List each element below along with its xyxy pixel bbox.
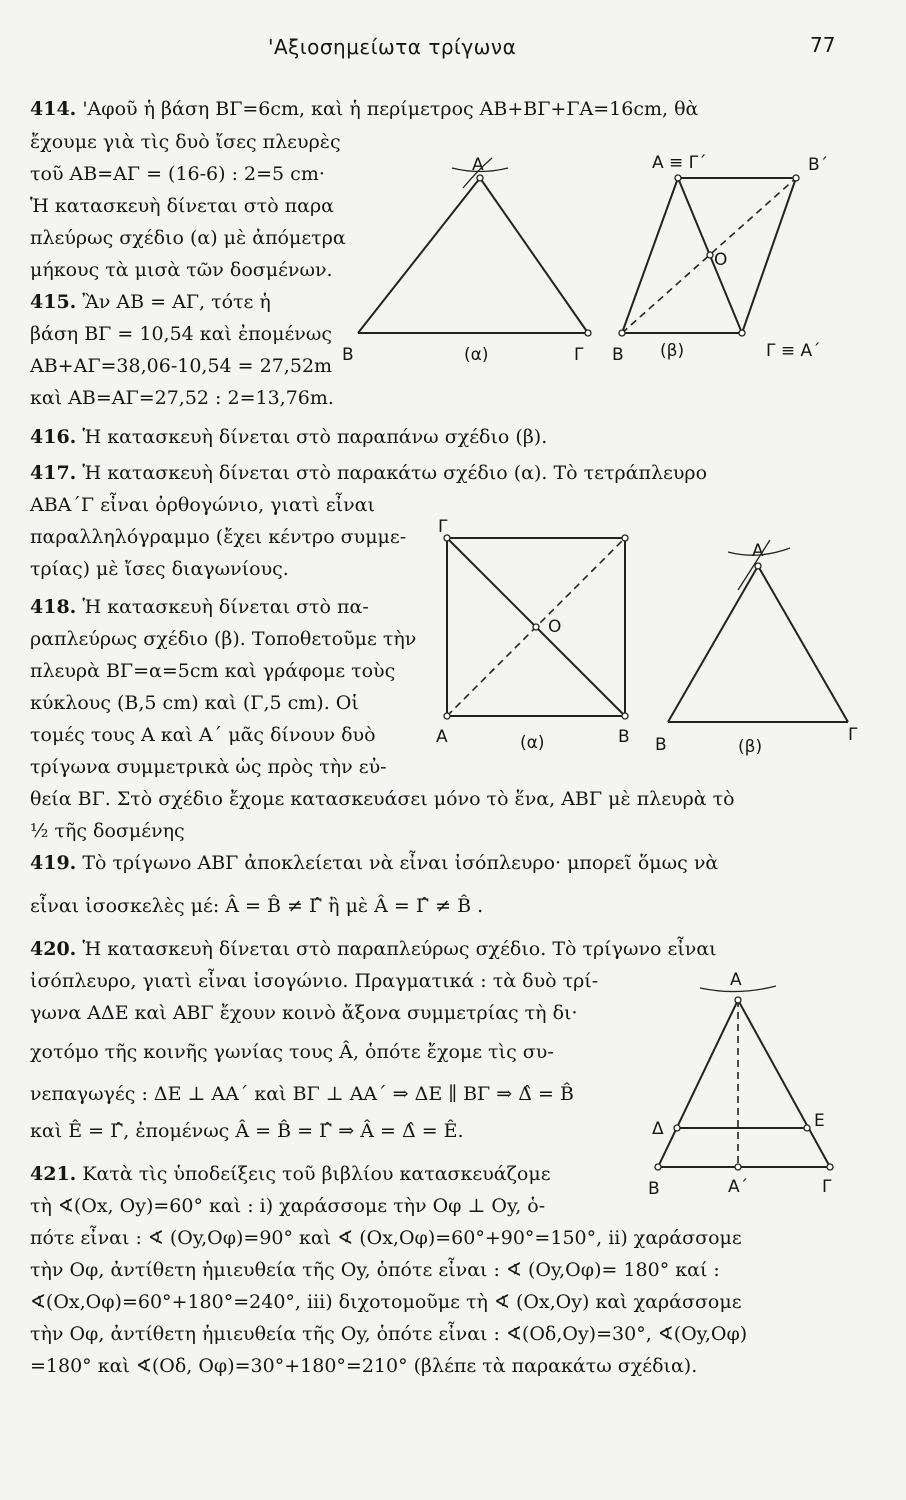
exercise-419-number: 419. — [30, 852, 77, 874]
vertex-a-prime — [735, 1164, 741, 1170]
label-g: Γ — [822, 1177, 832, 1197]
figure-418-triangle — [655, 540, 858, 757]
vertex-b — [622, 713, 628, 719]
exercise-416-text: Ἡ κατασκευὴ δίνεται στὸ παραπάνω σχέδιο (β). — [82, 426, 548, 448]
label-a-prime: Α΄ — [728, 1177, 749, 1197]
label-o: Ο — [548, 617, 562, 637]
side-ab — [658, 1000, 738, 1167]
label-a: Α — [472, 155, 484, 175]
vertex-corner — [622, 535, 628, 541]
exercise-418-line-8: ½ τῆς δοσμένης — [30, 820, 185, 842]
label-o: Ο — [714, 250, 728, 270]
label-d: Δ — [652, 1119, 664, 1139]
exercise-417-line-3: παραλληλόγραμμο (ἔχει κέντρο συμμε- — [30, 526, 407, 548]
exercise-421-line-6: τὴν Οφ, ἀντίθετη ἡμιευθεία τῆς Oy, ὁπότε εἶναι : ∢(Οδ,Oy)=30°, ∢(Oy,Oφ) — [30, 1323, 748, 1345]
exercise-420-text: Ἡ κατασκευὴ δίνεται στὸ παραπλεύρως σχέδιο. Τὸ τρίγωνο εἶναι — [82, 938, 717, 960]
exercise-415-number: 415. — [30, 291, 77, 313]
exercise-418-number: 418. — [30, 596, 77, 618]
vertex-g — [585, 330, 591, 336]
figure-416-parallelogram — [612, 153, 828, 365]
vertex-b — [619, 330, 625, 336]
exercise-415-line-4: καὶ ΑΒ=ΑΓ=27,52 : 2=13,76m. — [30, 387, 334, 409]
exercise-421-number: 421. — [30, 1163, 77, 1185]
side-ag — [480, 178, 588, 333]
exercise-417-line-4: τρίας) μὲ ἴσες διαγωνίους. — [30, 558, 289, 580]
exercise-418-line-4: κύκλους (Β,5 cm) καὶ (Γ,5 cm). Οἱ — [30, 692, 359, 714]
exercise-414-line-4: Ἡ κατασκευὴ δίνεται στὸ παρα — [30, 195, 334, 217]
vertex-a — [444, 713, 450, 719]
vertex-g — [739, 330, 745, 336]
side-ag — [738, 1000, 830, 1167]
exercise-414-line-3: τοῦ ΑΒ=ΑΓ = (16-6) : 2=5 cm· — [30, 163, 325, 185]
exercise-420-number: 420. — [30, 938, 77, 960]
label-b: Β — [342, 345, 354, 365]
exercise-421-text: Κατὰ τὶς ὑποδείξεις τοῦ βιβλίου κατασκευάζομε — [82, 1163, 551, 1185]
side-ab — [668, 566, 758, 722]
label-a-gamma: Α ≡ Γ΄ — [652, 153, 707, 173]
exercise-418-text: Ἡ κατασκευὴ δίνεται στὸ πα- — [82, 596, 369, 618]
label-g-a-prime: Γ ≡ Α΄ — [766, 341, 821, 361]
exercise-418-line-6: τρίγωνα συμμετρικὰ ὡς πρὸς τὴν εὐ- — [30, 756, 387, 778]
vertex-a — [735, 997, 741, 1003]
exercise-417-number: 417. — [30, 462, 77, 484]
exercise-414-line-5: πλεύρως σχέδιο (α) μὲ ἀπόμετρα — [30, 227, 346, 249]
label-b: Β — [618, 727, 630, 747]
figure-417-rectangle — [436, 517, 630, 753]
label-g: Γ — [848, 725, 858, 745]
label-g: Γ — [438, 517, 448, 537]
exercise-417-text: Ἡ κατασκευὴ δίνεται στὸ παρακάτω σχέδιο (α). Τὸ τετράπλευρο — [82, 462, 708, 484]
center-o — [533, 624, 539, 630]
exercise-420-line-3: γωνα ΑΔΕ καὶ ΑΒΓ ἔχουν κοινὸ ἄξονα συμμετρίας τὴ δι· — [30, 1002, 578, 1024]
caption: (α) — [520, 733, 545, 753]
vertex-e — [804, 1125, 810, 1131]
label-b: Β — [655, 735, 667, 755]
label-a: Α — [752, 541, 764, 561]
vertex-a — [755, 563, 761, 569]
exercise-421-line-5: ∢(Ox,Oφ)=60°+180°=240°, iii) διχοτομοῦμε τὴ ∢ (Ox,Oy) καὶ χαράσσομε — [30, 1291, 742, 1313]
label-e: Ε — [814, 1111, 825, 1131]
side-ab — [358, 178, 480, 333]
label-b: Β — [648, 1179, 660, 1199]
exercise-414-number: 414. — [30, 98, 77, 120]
exercise-418-line-7: θεία ΒΓ. Στὸ σχέδιο ἔχομε κατασκευάσει μόνο τὸ ἕνα, ΑΒΓ μὲ πλευρὰ τὸ — [30, 788, 735, 810]
label-b-prime: Β΄ — [808, 155, 829, 175]
vertex-a — [477, 175, 483, 181]
exercise-420-line-4: χοτόμο τῆς κοινῆς γωνίας τους Â, ὁπότε ἔχομε τὶς συ- — [30, 1041, 554, 1063]
exercise-421-line-7: =180° καὶ ∢(Οδ, Oφ)=30°+180°=210° (βλέπε τὰ παρακάτω σχέδια). — [30, 1355, 698, 1377]
vertex-d — [674, 1125, 680, 1131]
page-title: 'Αξιοσημείωτα τρίγωνα — [268, 35, 517, 59]
exercise-421-line-2: τὴ ∢(Οx, Oy)=60° καὶ : i) χαράσσομε τὴν Οφ ⊥ Oy, ὁ- — [30, 1195, 546, 1217]
exercise-417-line-2: ΑΒΑ΄Γ εἶναι ὀρθογώνιο, γιατὶ εἶναι — [30, 494, 375, 516]
label-b: Β — [612, 345, 624, 365]
vertex-a — [675, 175, 681, 181]
exercise-418-line-5: τομές τους Α καὶ Α΄ μᾶς δίνουν δυὸ — [30, 724, 376, 746]
page-number: 77 — [810, 33, 836, 57]
exercise-415-line-3: ΑΒ+ΑΓ=38,06-10,54 = 27,52m — [30, 355, 333, 377]
center-o — [707, 252, 713, 258]
exercise-419-text: Τὸ τρίγωνο ΑΒΓ ἀποκλείεται νὰ εἶναι ἰσόπλευρο· μπορεῖ ὅμως νὰ — [82, 852, 719, 874]
exercise-420-line-5: νεπαγωγές : ΔΕ ⊥ ΑΑ΄ καὶ ΒΓ ⊥ ΑΑ΄ ⇒ ΔΕ ∥ ΒΓ ⇒ Δ̂ = B̂ — [30, 1083, 574, 1105]
label-g: Γ — [574, 345, 584, 365]
label-a: Α — [436, 727, 448, 747]
exercise-420-line-6: καὶ Ê = Γ̂, ἐπομένως Â = B̂ = Γ̂ ⇒ Â = Δ̂ = Ê. — [30, 1120, 464, 1142]
exercise-415-line-2: βάση ΒΓ = 10,54 καὶ ἐπομένως — [30, 323, 332, 345]
exercise-421-line-4: τὴν Οφ, ἀντίθετη ἡμιευθεία τῆς Oy, ὁπότε εἶναι : ∢ (Oy,Oφ)= 180° καί : — [30, 1259, 720, 1281]
exercise-414-text: 'Αφοῦ ἡ βάση ΒΓ=6cm, καὶ ἡ περίμετρος ΑΒ+ΒΓ+ΓΑ=16cm, θὰ — [82, 98, 699, 120]
vertex-g — [827, 1164, 833, 1170]
exercise-416-number: 416. — [30, 426, 77, 448]
exercise-420-line-2: ἰσόπλευρο, γιατὶ εἶναι ἰσογώνιο. Πραγματικά : τὰ δυὸ τρί- — [30, 970, 599, 992]
side-ag — [758, 566, 848, 722]
caption: (β) — [660, 341, 685, 361]
figure-420-triangles — [648, 970, 833, 1199]
exercise-414-line-2: ἔχουμε γιὰ τὶς δυὸ ἴσες πλευρὲς — [30, 131, 341, 153]
vertex-b — [655, 1164, 661, 1170]
caption: (α) — [464, 345, 489, 365]
figure-415-triangle — [342, 155, 591, 365]
caption: (β) — [738, 737, 763, 757]
exercise-418-line-3: πλευρὰ ΒΓ=α=5cm καὶ γράφομε τοὺς — [30, 660, 396, 682]
vertex-b2 — [793, 175, 799, 181]
exercise-421-line-3: πότε εἶναι : ∢ (Oy,Oφ)=90° καὶ ∢ (Ox,Oφ)=60°+90°=150°, ii) χαράσσομε — [30, 1227, 742, 1249]
exercise-415-text: Ἂν ΑΒ = ΑΓ, τότε ἡ — [82, 291, 271, 313]
exercise-418-line-2: ραπλεύρως σχέδιο (β). Τοποθετοῦμε τὴν — [30, 628, 417, 650]
side-left — [622, 178, 678, 333]
label-a: Α — [730, 970, 742, 990]
exercise-414-line-6: μήκους τὰ μισὰ τῶν δοσμένων. — [30, 259, 333, 281]
exercise-419-line-2: εἶναι ἰσοσκελὲς μέ: Â = B̂ ≠ Γ̂ ἢ μὲ Â = Γ̂ ≠ B̂ . — [30, 895, 484, 917]
